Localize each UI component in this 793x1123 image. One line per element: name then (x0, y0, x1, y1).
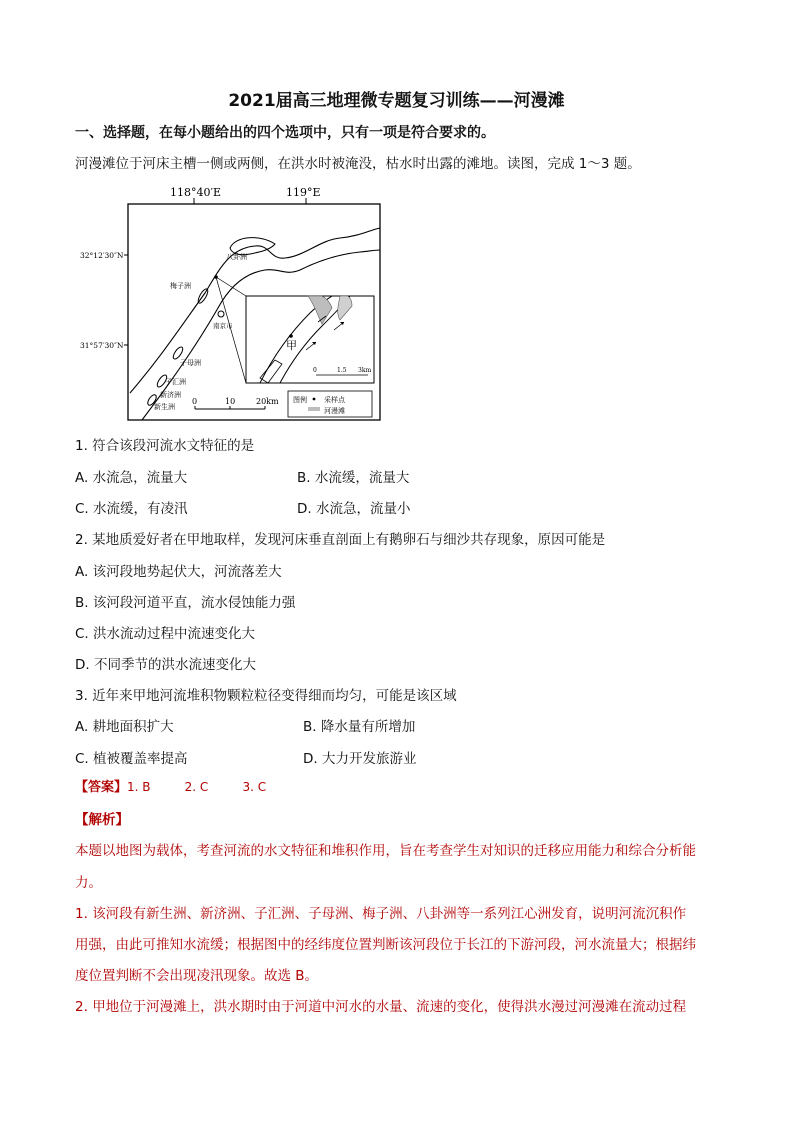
lon-label-right: 119°E (286, 186, 321, 199)
analysis-p2-line3: 度位置判断不会出现凌汛现象。故选 B。 (75, 968, 319, 984)
analysis-p2-text: 该河段有新生洲、新济洲、子汇洲、子母洲、梅子洲、八卦洲等一系列江心洲发育，说明河流沉积作 (92, 906, 687, 922)
place-bagua: 八卦洲 (226, 253, 247, 261)
q1-stem: 1. 符合该段河流水文特征的是 (75, 438, 255, 454)
place-zimu: 子母洲 (180, 359, 201, 367)
place-xinji: 新济洲 (160, 391, 181, 399)
q2-option-a: A. 该河段地势起伏大，河流落差大 (75, 564, 282, 580)
legend-title: 图例 (293, 396, 307, 404)
page-title: 2021届高三地理微专题复习训练——河漫滩 (228, 91, 565, 111)
analysis-p2-line2: 用强，由此可推知水流缓；根据图中的经纬度位置判断该河段位于长江的下游河段，河水流量大；根据纬 (75, 937, 696, 953)
place-zihui: 子汇洲 (165, 378, 186, 386)
inset-scale-2: 3km (358, 367, 372, 374)
section-heading: 一、选择题，在每小题给出的四个选项中，只有一项是符合要求的。 (75, 125, 495, 141)
answer-2: 2. C (184, 780, 209, 794)
analysis-p3-line1 (75, 995, 686, 1015)
lat-label-bottom: 31°57′30″N (80, 341, 124, 350)
answer-line (75, 776, 266, 795)
q1-option-b: B. 水流缓，流量大 (297, 470, 410, 486)
analysis-label: 【解析】 (75, 812, 129, 828)
inset-label-jia: 甲 (286, 339, 297, 352)
main-scale-1: 10 (225, 397, 236, 406)
analysis-p1-line1: 本题以地图为载体，考查河流的水文特征和堆积作用，旨在考查学生对知识的迁移应用能力和综合分析能 (75, 843, 696, 859)
analysis-p3-text: 甲地位于河漫滩上，洪水期时由于河道中河水的水量、流速的变化，使得洪水漫过河漫滩在流动过程 (92, 999, 687, 1015)
inset-scale-0: 0 (313, 367, 317, 374)
place-meizi: 梅子洲 (170, 282, 191, 290)
q2-option-c: C. 洪水流动过程中流速变化大 (75, 626, 256, 642)
lat-label-top: 32°12′30″N (80, 251, 124, 260)
q1-option-a: A. 水流急，流量大 (75, 470, 188, 486)
q3-option-a: A. 耕地面积扩大 (75, 719, 174, 735)
answer-1: 1. B (127, 780, 151, 794)
q3-option-c: C. 植被覆盖率提高 (75, 751, 188, 767)
map-figure (70, 178, 390, 428)
legend-sample: 采样点 (324, 396, 345, 404)
answer-label: 【答案】 (75, 780, 128, 795)
main-scale-0: 0 (192, 397, 198, 406)
q2-option-d: D. 不同季节的洪水流速变化大 (75, 657, 256, 673)
analysis-p2-number: 1. (75, 906, 88, 922)
q3-option-b: B. 降水量有所增加 (303, 719, 416, 735)
analysis-p3-number: 2. (75, 999, 88, 1015)
sample-point-inset (289, 334, 293, 338)
main-scale-2: 20km (256, 397, 279, 406)
place-xinsheng: 新生洲 (154, 403, 175, 411)
q2-stem: 2. 某地质爱好者在甲地取样，发现河床垂直剖面上有鹅卵石与细沙共存现象，原因可能是 (75, 532, 606, 548)
q3-stem: 3. 近年来甲地河流堆积物颗粒粒径变得细而均匀，可能是该区域 (75, 688, 457, 704)
q3-option-d: D. 大力开发旅游业 (303, 751, 417, 767)
analysis-p1-line2: 力。 (75, 875, 102, 891)
nanjing-marker (218, 311, 224, 317)
place-nanjing: 南京市 (213, 322, 233, 330)
legend-floodplain: 河漫滩 (324, 407, 345, 415)
q1-option-d: D. 水流急，流量小 (297, 501, 411, 517)
q2-option-b: B. 该河段河道平直，流水侵蚀能力强 (75, 595, 296, 611)
intro-text: 河漫滩位于河床主槽一侧或两侧，在洪水时被淹没，枯水时出露的滩地。读图，完成 1～3 题。 (75, 156, 641, 172)
answer-3: 3. C (242, 780, 267, 794)
q1-option-c: C. 水流缓，有凌汛 (75, 501, 188, 517)
lon-label-left: 118°40′E (170, 186, 222, 199)
inset-scale-1: 1.5 (337, 367, 347, 374)
analysis-p2-line1 (75, 902, 686, 922)
